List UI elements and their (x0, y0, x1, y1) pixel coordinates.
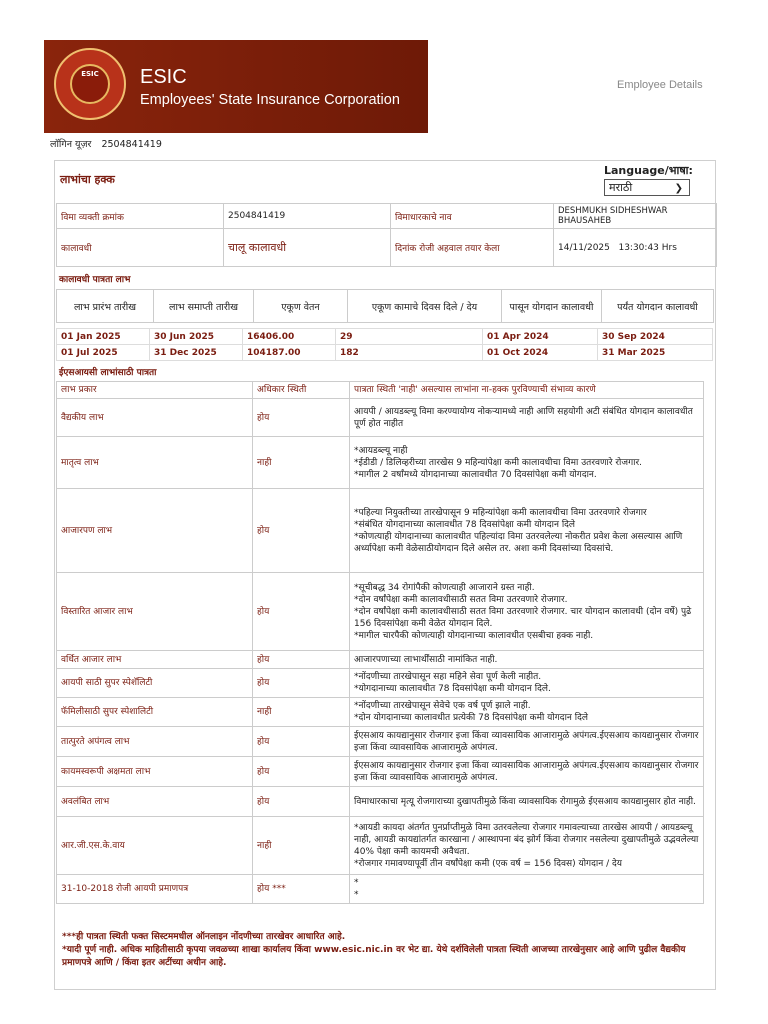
footnote: ***ही पात्रता स्थिती फक्त सिस्टममधील ऑनलाइन नोंदणीच्या तारखेवर आधारित आहे. (62, 932, 346, 942)
benefit-type-header: लाभ प्रकार (57, 382, 253, 399)
period-cell: 29 (336, 329, 483, 345)
period-cell: 30 Sep 2024 (598, 329, 713, 345)
benefit-reasons (350, 817, 704, 875)
period-header-end: लाभ समाप्ती तारीख (154, 290, 254, 322)
footnote: *यादी पूर्ण नाही. अधिक माहितीसाठी कृपया जवळच्या शाखा कार्यालय किंवा www.esic.nic.in वर भेट द्या. येथे दर्शविलेली पात्रता स्थिती आजच्या तारखेनुसार आहे आणि पुढील वैद्यकीय प्रमाणपत्रे आणि / किंवा इतर अटींच्या अधीन आहे. (62, 945, 686, 968)
benefit-status: होय (253, 573, 350, 651)
benefit-status: होय (253, 651, 350, 669)
benefit-status-header: अधिकार स्थिती (253, 382, 350, 399)
benefit-status: नाही (253, 698, 350, 727)
name-label: विमाधारकाचे नाव (391, 204, 554, 229)
period-header-wages: एकूण वेतन (254, 290, 348, 322)
period-label: कालावधी (57, 229, 224, 267)
table-row (57, 727, 704, 757)
benefit-reason: आयपी / आयडब्ल्यू विमा करण्यायोग्य नोकऱ्यामध्ये नाही आणि सहयोगी अटी संबंधित योगदान कालावधीत पूर्ण होत नाहीत (354, 406, 693, 429)
employee-details-link[interactable]: Employee Details (617, 79, 703, 91)
page-title: लाभांचा हक्क (60, 173, 115, 186)
report-date-label: दिनांक रोजी अहवाल तयार केला (391, 229, 554, 267)
benefits-table (56, 381, 704, 904)
period-cell: 01 Oct 2024 (483, 345, 598, 361)
insured-info-table (56, 203, 717, 267)
benefit-reason: *आयडब्ल्यू नाही (354, 445, 408, 456)
benefit-reason: *रोजगार गमावण्यापूर्वी तीन वर्षांपेक्षा कमी (एक वर्ष = 156 दिवस) योगदान / देय (354, 858, 622, 869)
language-selected: मराठी (609, 181, 633, 194)
login-user (50, 137, 162, 150)
table-row (57, 787, 704, 817)
benefit-status: होय (253, 757, 350, 787)
benefit-type: विस्तारित आजार लाभ (57, 573, 253, 651)
period-cell: 31 Mar 2025 (598, 345, 713, 361)
benefit-reason: *आयडी कायदा अंतर्गत पुनर्प्राप्तीमुळे विमा उतरवलेल्या रोजगार गमावल्याच्या तारखेस आयपी / आयडब्ल्यू नाही, आयडी कायद्यांतर्गत कारखाना / आस्थापना बंद झोर्ग किंवा रोजगार नसलेल्या दुखापतीमुळे उद्भवलेल्या 40% पेक्षा कमी कायमची अवैधता. (354, 822, 699, 857)
benefit-reason: *दोन वर्षांपेक्षा कमी कालावधीसाठी सतत विमा उतरवणारे रोजगार. (354, 594, 568, 605)
benefit-status: नाही (253, 817, 350, 875)
period-cell: 01 Jan 2025 (57, 329, 150, 345)
table-row (57, 329, 713, 345)
table-row (57, 345, 713, 361)
table-row (57, 489, 704, 573)
benefit-reasons (350, 437, 704, 489)
benefit-type: कायमस्वरूपी अक्षमता लाभ (57, 757, 253, 787)
benefit-reason-header: पात्रता स्थिती 'नाही' असल्यास लाभांना ना-हक्क पुरविण्याची संभाव्य कारणे (350, 382, 704, 399)
period-header-start: लाभ प्रारंभ तारीख (57, 290, 154, 322)
benefit-reason: आजारपणाच्या लाभार्थींसाठी नामांकित नाही. (354, 654, 498, 665)
period-cell: 182 (336, 345, 483, 361)
footnotes (62, 931, 702, 970)
period-cell: 104187.00 (243, 345, 336, 361)
report-date-cell (554, 229, 717, 267)
period-cell: 01 Jul 2025 (57, 345, 150, 361)
benefit-reason: *नोंदणीच्या तारखेपासून सहा महिने सेवा पूर्ण केली नाहीत. (354, 672, 542, 682)
period-section-title: कालावधी पात्रता लाभ (59, 275, 131, 285)
benefit-reasons (350, 573, 704, 651)
brand-subtitle: Employees' State Insurance Corporation (140, 92, 400, 108)
language-label: Language/भाषा: (604, 164, 693, 177)
table-row (57, 757, 704, 787)
eligibility-title: ईएसआयसी लाभांसाठी पात्रता (59, 368, 157, 378)
benefit-reasons (350, 669, 704, 698)
benefit-status: होय (253, 669, 350, 698)
benefit-type: वैद्यकीय लाभ (57, 399, 253, 437)
esic-logo (54, 48, 126, 120)
benefit-type: आजारपण लाभ (57, 489, 253, 573)
benefit-reason: *संबंधित योगदानाच्या कालावधीत 78 दिवसांपेक्षा कमी योगदान दिले (354, 519, 576, 530)
table-row (57, 875, 704, 904)
benefit-reason: *ईडीडी / डिलिव्हरीच्या तारखेस 9 महिन्यांपेक्षा कमी कालावधीचा विमा उतरवणारे रोजगार. (354, 457, 643, 468)
benefit-status: होय (253, 787, 350, 817)
report-date-value: 14/11/2025 (558, 242, 610, 253)
benefit-reason: *पहिल्या नियुक्तीच्या तारखेपासून 9 महिन्यांपेक्षा कमी कालावधीचा विमा उतरवणारे रोजगार (354, 507, 647, 518)
benefit-reason: ईएसआय कायद्यानुसार रोजगार इजा किंवा व्यावसायिक आजारामुळे अपंगत्व.ईएसआय कायद्यानुसार रोजगार इजा किंवा व्यावसायिक आजारामुळे अपंगत्व. (354, 760, 699, 783)
period-header-days: एकूण कामाचे दिवस दिले / देय (348, 290, 502, 322)
benefit-type: वर्धित आजार लाभ (57, 651, 253, 669)
benefits-header-row (57, 382, 704, 399)
period-value: चालू कालावधी (224, 229, 391, 267)
benefit-reason: *नोंदणीच्या तारखेपासून सेवेचे एक वर्ष पूर्ण झाले नाही. (354, 701, 531, 711)
table-row (57, 669, 704, 698)
table-row (57, 399, 704, 437)
benefit-reasons (350, 787, 704, 817)
benefit-reason: विमाधारकाचा मृत्यू रोजगाराच्या दुखापतीमुळे किंवा व्यावसायिक रोगामुळे ईएसआय कायद्यानुसार होत नाही. (354, 796, 696, 807)
period-cell: 16406.00 (243, 329, 336, 345)
report-time-value: 13:30:43 Hrs (618, 242, 677, 253)
benefit-reason: ईएसआय कायद्यानुसार रोजगार इजा किंवा व्यावसायिक आजारामुळे अपंगत्व.ईएसआय कायद्यानुसार रोजगार इजा किंवा व्यावसायिक आजारामुळे अपंगत्व. (354, 730, 699, 753)
period-cell: 31 Dec 2025 (150, 345, 243, 361)
chevron-down-icon: ❯ (674, 183, 683, 194)
benefit-reasons (350, 698, 704, 727)
table-row (57, 698, 704, 727)
ip-number-label: विमा व्यक्ती क्रमांक (57, 204, 224, 229)
benefit-status: होय (253, 727, 350, 757)
benefit-reason: *मागील 2 वर्षांमध्ये योगदानाच्या कालावधीत 70 दिवसांपेक्षा कमी योगदान. (354, 469, 597, 480)
benefit-type: फॅमिलीसाठी सुपर स्पेशालिटी (57, 698, 253, 727)
name-value: DESHMUKH SIDHESHWAR BHAUSAHEB (554, 204, 717, 229)
period-cell: 30 Jun 2025 (150, 329, 243, 345)
benefit-reason: *सूचीबद्ध 34 रोगांपैकी कोणत्याही आजाराने ग्रस्त नाही. (354, 582, 535, 593)
benefit-reason: * (354, 878, 359, 888)
benefit-status: नाही (253, 437, 350, 489)
benefit-reasons (350, 757, 704, 787)
benefit-type: आयपी साठी सुपर स्पेशॅलिटी (57, 669, 253, 698)
login-value: 2504841419 (101, 139, 162, 150)
benefit-reasons (350, 489, 704, 573)
benefit-type: तात्पुरते अपंगत्व लाभ (57, 727, 253, 757)
benefit-type: मातृत्व लाभ (57, 437, 253, 489)
benefit-status: होय (253, 399, 350, 437)
benefit-type: आर.जी.एस.के.वाय (57, 817, 253, 875)
benefit-reason: *कोणत्याही योगदानाच्या कालावधीत पहिल्यांदा विमा उतरवलेल्या नोकरीत प्रवेश केला असल्यास आणि अर्ध्यापेक्षा कमी वेळेसाठीयोगदान दिले असेल तर. अशा कमी दिवसांच्या दिवसांचे. (354, 531, 683, 554)
benefit-reason: *दोन योगदानाच्या कालावधीत प्रत्येकी 78 दिवसांपेक्षा कमी योगदान दिले (354, 713, 588, 723)
period-header-row (56, 289, 714, 323)
benefit-type: 31-10-2018 रोजी आयपी प्रमाणपत्र (57, 875, 253, 904)
logo-text: ESIC (81, 70, 99, 78)
ip-number-value: 2504841419 (224, 204, 391, 229)
benefit-reason: *योगदानाच्या कालावधीत 78 दिवसांपेक्षा कमी योगदान दिले. (354, 684, 551, 694)
benefit-reason: *मागील चारपैकी कोणत्याही योगदानाच्या कालावधीत एसबीचा हक्क नाही. (354, 630, 594, 641)
benefit-reason: * (354, 890, 359, 900)
benefit-reasons (350, 651, 704, 669)
benefit-reasons (350, 875, 704, 904)
benefit-reasons (350, 399, 704, 437)
period-header-from: पासून योगदान कालावधी (502, 290, 602, 322)
table-row (57, 651, 704, 669)
period-table (56, 328, 713, 361)
benefit-status: होय (253, 489, 350, 573)
table-row (57, 573, 704, 651)
brand-name: ESIC (140, 66, 187, 88)
benefit-reason: *दोन वर्षांपेक्षा कमी कालावधीसाठी सतत विमा उतरवणारे रोजगार. चार योगदान कालावधी (दोन वर्षे) पुढे 156 दिवसांपेक्षा कमी वेळेत योगदान दिले. (354, 606, 692, 629)
login-label: लॉगिन यूज़र (50, 139, 92, 150)
language-select[interactable] (604, 179, 690, 196)
period-header-to: पर्यंत योगदान कालावधी (617, 301, 698, 313)
table-row (57, 817, 704, 875)
period-cell: 01 Apr 2024 (483, 329, 598, 345)
header-banner (44, 40, 428, 133)
benefit-reasons (350, 727, 704, 757)
benefit-status: होय *** (253, 875, 350, 904)
table-row (57, 437, 704, 489)
benefit-type: अवलंबित लाभ (57, 787, 253, 817)
